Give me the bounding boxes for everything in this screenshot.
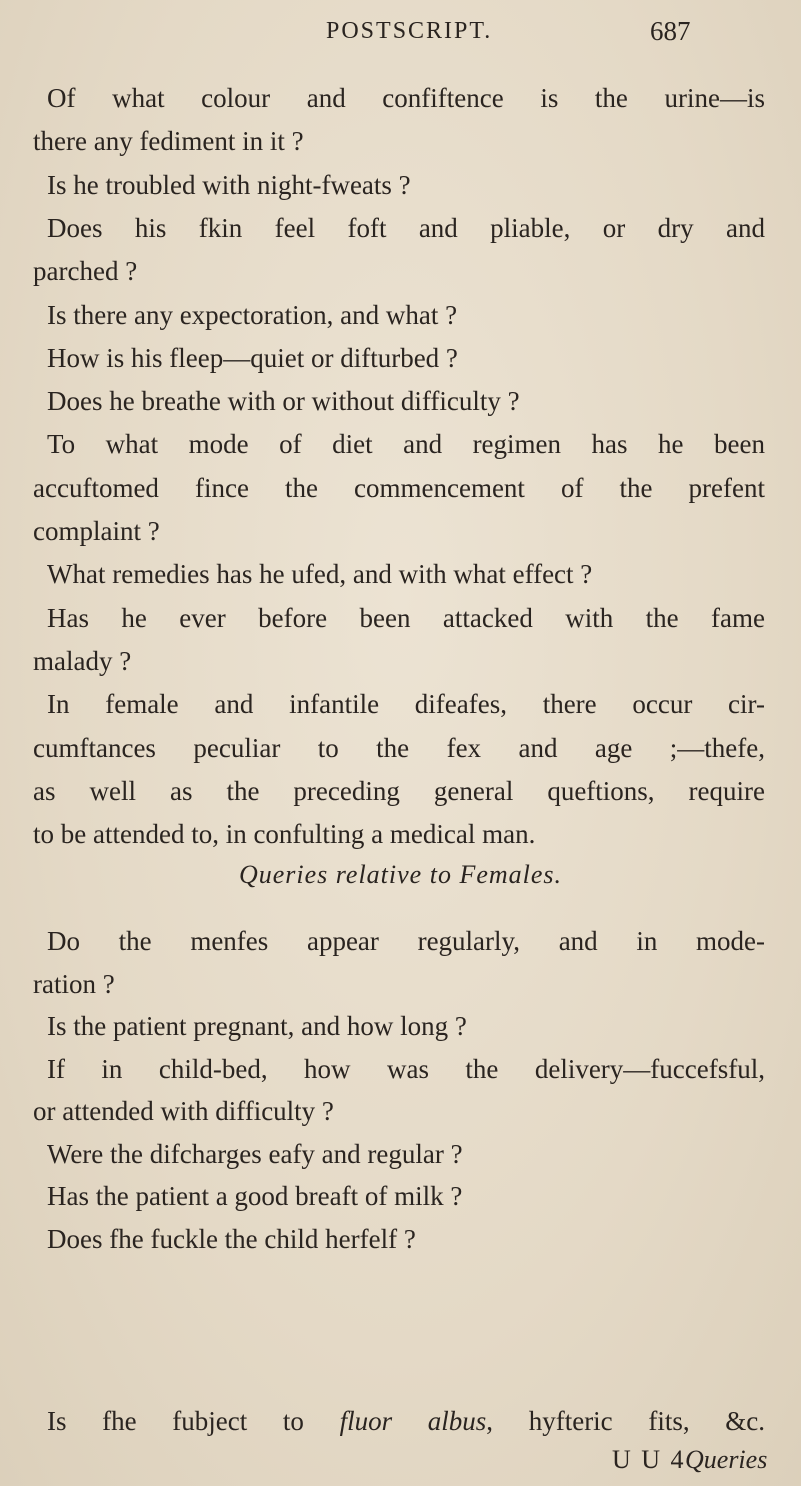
text-line: Do the menfes appear regularly, and in mode- bbox=[47, 926, 765, 956]
text-line: cumftances peculiar to the fex and age ;—thefe, bbox=[33, 732, 765, 763]
text-line: parched ? bbox=[33, 256, 138, 287]
text-line: Has he ever before been attacked with the fame bbox=[47, 602, 765, 633]
text-line: In female and infantile difeafes, there occur cir- bbox=[47, 689, 765, 720]
text-line: Does his fkin feel foft and pliable, or dry and bbox=[47, 212, 765, 243]
text-line: to be attended to, in confulting a medical man. bbox=[33, 819, 536, 850]
text-line: How is his fleep—quiet or difturbed ? bbox=[47, 342, 458, 373]
text-line: as well as the preceding general queftions, require bbox=[33, 775, 765, 806]
text-line: If in child-bed, how was the delivery—fuccefsful, bbox=[47, 1053, 765, 1084]
text-line: Is the patient pregnant, and how long ? bbox=[47, 1011, 467, 1041]
text-line: malady ? bbox=[33, 645, 132, 676]
text-line: accuftomed fince the commencement of the prefent bbox=[33, 472, 765, 503]
text-line: Of what colour and confiftence is the urine—is bbox=[47, 83, 765, 113]
text-line: or attended with difficulty ? bbox=[33, 1096, 334, 1126]
text-line: Is there any expectoration, and what ? bbox=[47, 299, 458, 330]
text-line-last bbox=[47, 1405, 765, 1437]
text-run: , hyfteric fits, &c. bbox=[486, 1406, 765, 1436]
text-line: complaint ? bbox=[33, 516, 160, 546]
text-line: there any fediment in it ? bbox=[33, 126, 304, 157]
running-head bbox=[0, 18, 801, 58]
text-line: ration ? bbox=[33, 968, 115, 999]
catchword: Queries bbox=[685, 1445, 768, 1474]
page-number: 687 bbox=[650, 16, 691, 46]
text-line: To what mode of diet and regimen has he been bbox=[47, 429, 765, 460]
text-run: Is fhe fubject to bbox=[47, 1406, 340, 1436]
text-line: Were the difcharges eafy and regular ? bbox=[47, 1138, 463, 1169]
text-run-italic: fluor albus bbox=[339, 1406, 487, 1436]
signature-mark: U U 4 bbox=[612, 1445, 686, 1474]
text-line: Does he breathe with or without difficulty ? bbox=[47, 386, 520, 417]
text-line: Does fhe fuckle the child herfelf ? bbox=[47, 1223, 416, 1254]
text-line: What remedies has he ufed, and with what effect ? bbox=[47, 559, 593, 590]
text-line: Is he troubled with night-fweats ? bbox=[47, 169, 411, 200]
running-title: POSTSCRIPT. bbox=[326, 18, 493, 44]
text-line: Has the patient a good breaft of milk ? bbox=[47, 1181, 463, 1211]
section-heading: Queries relative to Females. bbox=[238, 860, 563, 889]
